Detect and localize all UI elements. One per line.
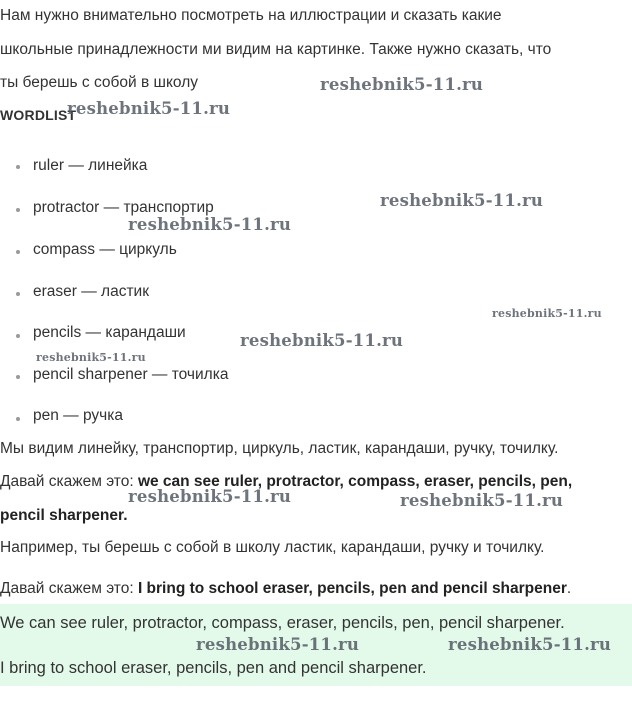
paragraph-2-bold-1: we can see ruler, protractor, compass, eraser, pencils, pen, bbox=[137, 473, 573, 490]
watermark: reshebnik5-11.ru bbox=[320, 75, 484, 94]
list-item-text: ruler — линейка bbox=[33, 157, 148, 174]
watermark: reshebnik5-11.ru bbox=[67, 99, 231, 118]
paragraph-4-lead: Давай скажем это: bbox=[0, 580, 138, 597]
bullet-icon bbox=[16, 165, 20, 169]
paragraph-2-lead: Давай скажем это: bbox=[0, 473, 138, 490]
wordlist-title: WORDLIST bbox=[0, 107, 77, 123]
answer-line-2: I bring to school eraser, pencils, pen and pencil sharpener. bbox=[0, 659, 427, 677]
watermark: reshebnik5-11.ru bbox=[448, 635, 612, 654]
list-item-text: eraser — ластик bbox=[33, 283, 150, 300]
paragraph-4-bold: I bring to school eraser, pencils, pen and pencil sharpener bbox=[137, 580, 567, 597]
answer-line-1: We can see ruler, protractor, compass, eraser, pencils, pen, pencil sharpener. bbox=[0, 614, 565, 632]
intro-line-2: школьные принадлежности ми видим на картинке. Также нужно сказать, что bbox=[0, 41, 552, 58]
list-item-text: compass — циркуль bbox=[33, 241, 177, 258]
watermark: reshebnik5-11.ru bbox=[128, 215, 292, 234]
intro-line-3: ты берешь с собой в школу bbox=[0, 74, 198, 91]
watermark: reshebnik5-11.ru bbox=[380, 191, 544, 210]
watermark: reshebnik5-11.ru bbox=[36, 351, 146, 364]
watermark: reshebnik5-11.ru bbox=[240, 331, 404, 350]
list-item-text: protractor — транспортир bbox=[33, 199, 214, 216]
intro-line-1: Нам нужно внимательно посмотреть на иллюстрации и сказать какие bbox=[0, 7, 502, 24]
bullet-icon bbox=[16, 334, 20, 338]
bullet-icon bbox=[16, 292, 20, 296]
paragraph-3: Например, ты берешь с собой в школу ластик, карандаши, ручку и точилку. bbox=[0, 539, 545, 556]
bullet-icon bbox=[16, 208, 20, 212]
watermark: reshebnik5-11.ru bbox=[196, 635, 360, 654]
paragraph-2-bold-2: pencil sharpener. bbox=[0, 507, 128, 524]
paragraph-1: Мы видим линейку, транспортир, циркуль, ластик, карандаши, ручку, точилку. bbox=[0, 440, 559, 457]
list-item-text: pencil sharpener — точилка bbox=[33, 366, 229, 383]
paragraph-4-tail: . bbox=[566, 580, 572, 597]
watermark: reshebnik5-11.ru bbox=[128, 487, 292, 506]
list-item-text: pencils — карандаши bbox=[33, 324, 186, 341]
bullet-icon bbox=[16, 250, 20, 254]
watermark: reshebnik5-11.ru bbox=[492, 307, 602, 320]
bullet-icon bbox=[16, 375, 20, 379]
bullet-icon bbox=[16, 417, 20, 421]
watermark: reshebnik5-11.ru bbox=[400, 491, 564, 510]
paragraph-4 bbox=[0, 579, 571, 599]
list-item-text: pen — ручка bbox=[33, 407, 123, 424]
